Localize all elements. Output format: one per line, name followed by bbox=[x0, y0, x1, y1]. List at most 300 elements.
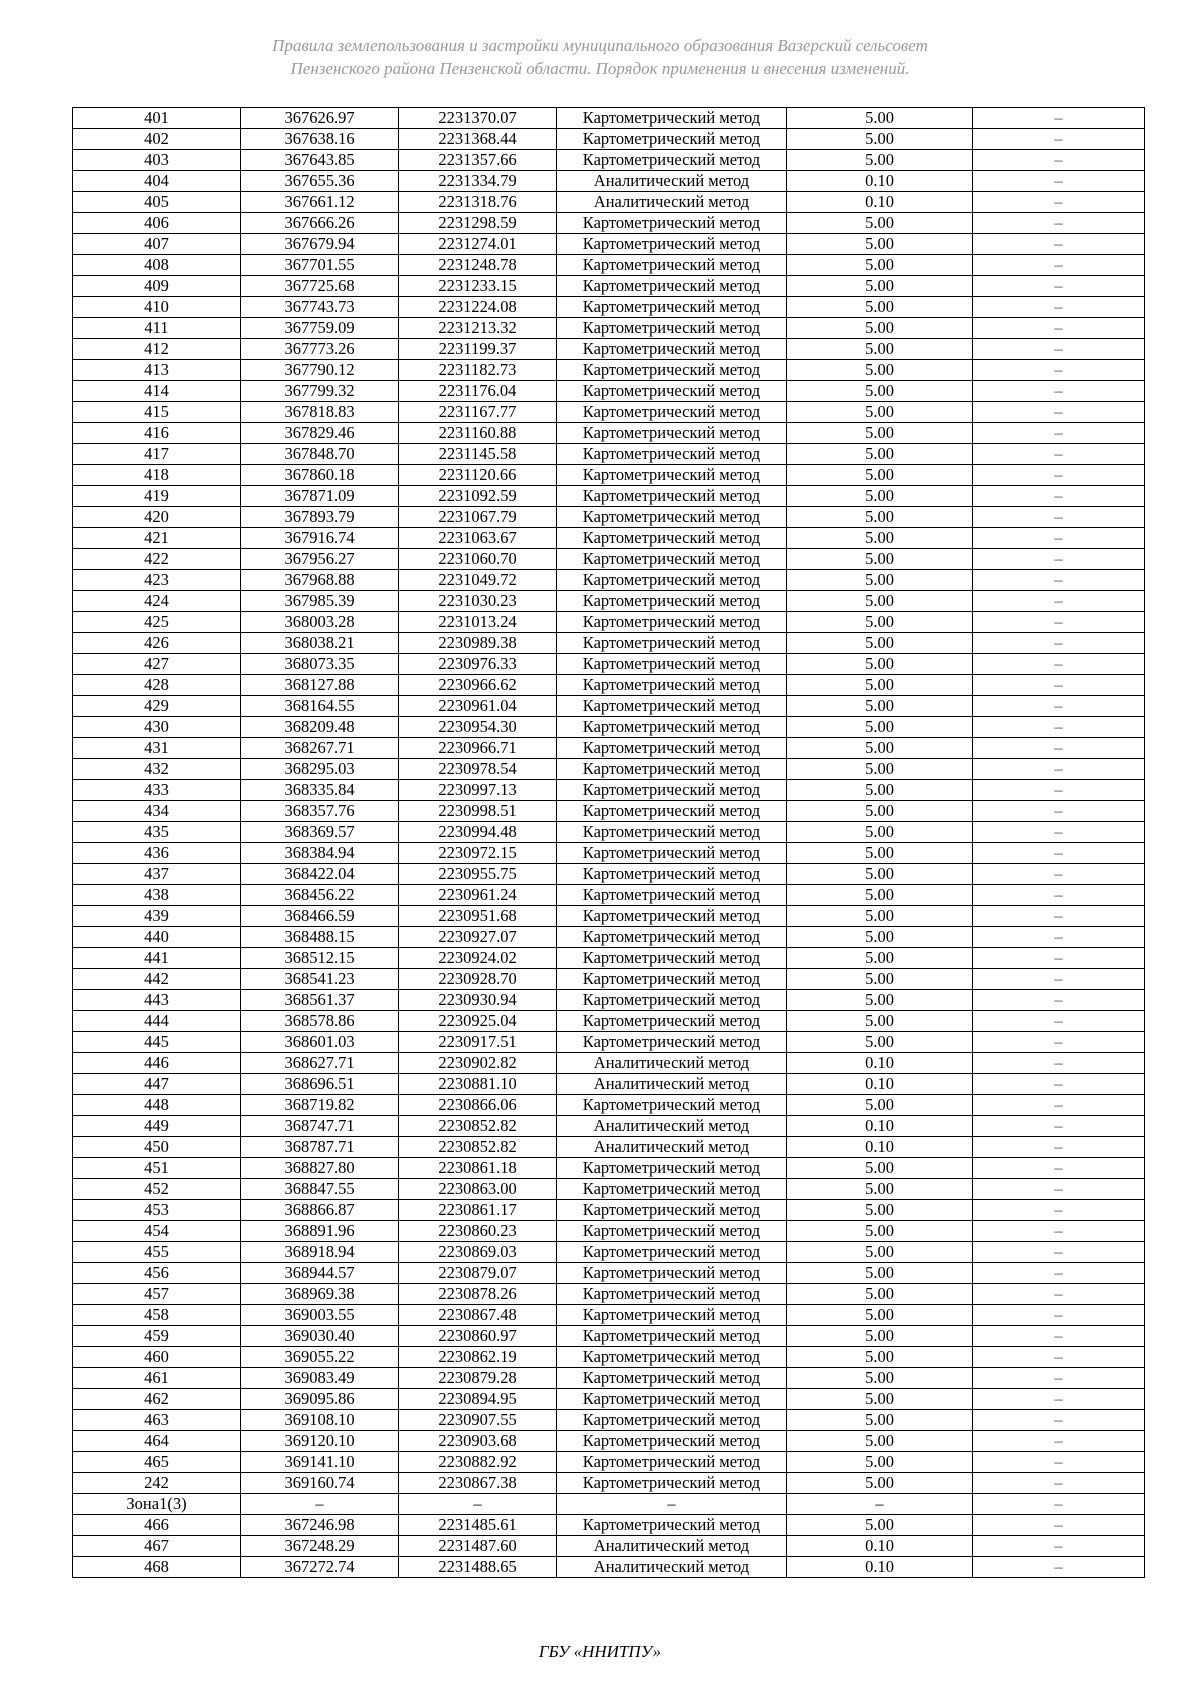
y-coordinate-cell: 2231092.59 bbox=[399, 486, 557, 507]
table-row bbox=[73, 528, 1145, 549]
method-cell: Картометрический метод bbox=[557, 1032, 787, 1053]
note-cell: – bbox=[973, 864, 1145, 885]
x-coordinate-cell: 368719.82 bbox=[241, 1095, 399, 1116]
note-cell: – bbox=[973, 1116, 1145, 1137]
accuracy-cell: 5.00 bbox=[787, 612, 973, 633]
point-number-cell: 441 bbox=[73, 948, 241, 969]
note-cell: – bbox=[973, 1347, 1145, 1368]
accuracy-cell: 5.00 bbox=[787, 1221, 973, 1242]
accuracy-cell: 5.00 bbox=[787, 1431, 973, 1452]
table-row bbox=[73, 1515, 1145, 1536]
accuracy-cell: 5.00 bbox=[787, 108, 973, 129]
note-cell: – bbox=[973, 1452, 1145, 1473]
accuracy-cell: 0.10 bbox=[787, 1116, 973, 1137]
accuracy-cell: 0.10 bbox=[787, 192, 973, 213]
y-coordinate-cell: 2230989.38 bbox=[399, 633, 557, 654]
page-header bbox=[0, 34, 1200, 80]
y-coordinate-cell: 2231487.60 bbox=[399, 1536, 557, 1557]
x-coordinate-cell: 368127.88 bbox=[241, 675, 399, 696]
method-cell: Картометрический метод bbox=[557, 1347, 787, 1368]
method-cell: Картометрический метод bbox=[557, 402, 787, 423]
x-coordinate-cell: 367246.98 bbox=[241, 1515, 399, 1536]
method-cell: Картометрический метод bbox=[557, 717, 787, 738]
point-number-cell: 449 bbox=[73, 1116, 241, 1137]
x-coordinate-cell: 368827.80 bbox=[241, 1158, 399, 1179]
x-coordinate-cell: 367248.29 bbox=[241, 1536, 399, 1557]
note-cell: – bbox=[973, 759, 1145, 780]
x-coordinate-cell: 368512.15 bbox=[241, 948, 399, 969]
table-row bbox=[73, 213, 1145, 234]
method-cell: Картометрический метод bbox=[557, 864, 787, 885]
note-cell: – bbox=[973, 213, 1145, 234]
x-coordinate-cell: 367701.55 bbox=[241, 255, 399, 276]
table-row bbox=[73, 297, 1145, 318]
accuracy-cell: 5.00 bbox=[787, 276, 973, 297]
method-cell: Картометрический метод bbox=[557, 906, 787, 927]
table-row bbox=[73, 1242, 1145, 1263]
x-coordinate-cell: 369003.55 bbox=[241, 1305, 399, 1326]
table-row bbox=[73, 1494, 1145, 1515]
note-cell: – bbox=[973, 1221, 1145, 1242]
coordinates-table-body bbox=[73, 108, 1145, 1578]
accuracy-cell: 5.00 bbox=[787, 885, 973, 906]
method-cell: Картометрический метод bbox=[557, 1284, 787, 1305]
method-cell: Картометрический метод bbox=[557, 381, 787, 402]
note-cell: – bbox=[973, 1200, 1145, 1221]
note-cell: – bbox=[973, 1473, 1145, 1494]
table-row bbox=[73, 1137, 1145, 1158]
accuracy-cell: 5.00 bbox=[787, 1095, 973, 1116]
accuracy-cell: 5.00 bbox=[787, 360, 973, 381]
note-cell: – bbox=[973, 318, 1145, 339]
method-cell: Картометрический метод bbox=[557, 1431, 787, 1452]
point-number-cell: 444 bbox=[73, 1011, 241, 1032]
note-cell: – bbox=[973, 507, 1145, 528]
x-coordinate-cell: 368866.87 bbox=[241, 1200, 399, 1221]
x-coordinate-cell: 367893.79 bbox=[241, 507, 399, 528]
y-coordinate-cell: 2230863.00 bbox=[399, 1179, 557, 1200]
accuracy-cell: 5.00 bbox=[787, 1473, 973, 1494]
x-coordinate-cell: 369160.74 bbox=[241, 1473, 399, 1494]
point-number-cell: 437 bbox=[73, 864, 241, 885]
table-row bbox=[73, 780, 1145, 801]
x-coordinate-cell: – bbox=[241, 1494, 399, 1515]
method-cell: Картометрический метод bbox=[557, 234, 787, 255]
note-cell: – bbox=[973, 234, 1145, 255]
method-cell: Картометрический метод bbox=[557, 780, 787, 801]
table-row bbox=[73, 1032, 1145, 1053]
accuracy-cell: 5.00 bbox=[787, 339, 973, 360]
y-coordinate-cell: 2230862.19 bbox=[399, 1347, 557, 1368]
x-coordinate-cell: 368578.86 bbox=[241, 1011, 399, 1032]
note-cell: – bbox=[973, 780, 1145, 801]
table-row bbox=[73, 864, 1145, 885]
table-row bbox=[73, 570, 1145, 591]
method-cell: Картометрический метод bbox=[557, 213, 787, 234]
accuracy-cell: 5.00 bbox=[787, 549, 973, 570]
point-number-cell: 410 bbox=[73, 297, 241, 318]
point-number-cell: 430 bbox=[73, 717, 241, 738]
note-cell: – bbox=[973, 171, 1145, 192]
y-coordinate-cell: 2231334.79 bbox=[399, 171, 557, 192]
table-row bbox=[73, 885, 1145, 906]
point-number-cell: 460 bbox=[73, 1347, 241, 1368]
method-cell: Аналитический метод bbox=[557, 192, 787, 213]
y-coordinate-cell: 2231067.79 bbox=[399, 507, 557, 528]
y-coordinate-cell: 2230878.26 bbox=[399, 1284, 557, 1305]
table-row bbox=[73, 318, 1145, 339]
y-coordinate-cell: 2230882.92 bbox=[399, 1452, 557, 1473]
note-cell: – bbox=[973, 1053, 1145, 1074]
note-cell: – bbox=[973, 423, 1145, 444]
method-cell: Картометрический метод bbox=[557, 570, 787, 591]
point-number-cell: 450 bbox=[73, 1137, 241, 1158]
method-cell: Картометрический метод bbox=[557, 948, 787, 969]
y-coordinate-cell: 2230867.38 bbox=[399, 1473, 557, 1494]
x-coordinate-cell: 368422.04 bbox=[241, 864, 399, 885]
accuracy-cell: 5.00 bbox=[787, 1284, 973, 1305]
accuracy-cell: 5.00 bbox=[787, 927, 973, 948]
point-number-cell: 432 bbox=[73, 759, 241, 780]
point-number-cell: 458 bbox=[73, 1305, 241, 1326]
accuracy-cell: 0.10 bbox=[787, 1053, 973, 1074]
method-cell: Аналитический метод bbox=[557, 1116, 787, 1137]
method-cell: Картометрический метод bbox=[557, 1410, 787, 1431]
note-cell: – bbox=[973, 1137, 1145, 1158]
x-coordinate-cell: 368384.94 bbox=[241, 843, 399, 864]
point-number-cell: 453 bbox=[73, 1200, 241, 1221]
accuracy-cell: 5.00 bbox=[787, 780, 973, 801]
table-row bbox=[73, 612, 1145, 633]
point-number-cell: 433 bbox=[73, 780, 241, 801]
point-number-cell: 440 bbox=[73, 927, 241, 948]
point-number-cell: 435 bbox=[73, 822, 241, 843]
x-coordinate-cell: 367725.68 bbox=[241, 276, 399, 297]
accuracy-cell: 5.00 bbox=[787, 444, 973, 465]
table-row bbox=[73, 507, 1145, 528]
x-coordinate-cell: 368295.03 bbox=[241, 759, 399, 780]
x-coordinate-cell: 367626.97 bbox=[241, 108, 399, 129]
y-coordinate-cell: 2230867.48 bbox=[399, 1305, 557, 1326]
y-coordinate-cell: 2231049.72 bbox=[399, 570, 557, 591]
method-cell: Картометрический метод bbox=[557, 1179, 787, 1200]
x-coordinate-cell: 368601.03 bbox=[241, 1032, 399, 1053]
page-footer: ГБУ «ННИТПУ» bbox=[538, 1642, 662, 1661]
method-cell: Картометрический метод bbox=[557, 549, 787, 570]
x-coordinate-cell: 369141.10 bbox=[241, 1452, 399, 1473]
x-coordinate-cell: 368357.76 bbox=[241, 801, 399, 822]
method-cell: Картометрический метод bbox=[557, 465, 787, 486]
table-row bbox=[73, 360, 1145, 381]
method-cell: Картометрический метод bbox=[557, 675, 787, 696]
point-number-cell: 402 bbox=[73, 129, 241, 150]
method-cell: Аналитический метод bbox=[557, 1053, 787, 1074]
note-cell: – bbox=[973, 444, 1145, 465]
point-number-cell: 461 bbox=[73, 1368, 241, 1389]
accuracy-cell: 5.00 bbox=[787, 843, 973, 864]
y-coordinate-cell: 2231160.88 bbox=[399, 423, 557, 444]
note-cell: – bbox=[973, 1410, 1145, 1431]
accuracy-cell: 5.00 bbox=[787, 150, 973, 171]
note-cell: – bbox=[973, 360, 1145, 381]
table-row bbox=[73, 276, 1145, 297]
method-cell: Аналитический метод bbox=[557, 1074, 787, 1095]
accuracy-cell: 5.00 bbox=[787, 402, 973, 423]
y-coordinate-cell: 2230852.82 bbox=[399, 1116, 557, 1137]
accuracy-cell: 5.00 bbox=[787, 297, 973, 318]
y-coordinate-cell: 2230997.13 bbox=[399, 780, 557, 801]
point-number-cell: 443 bbox=[73, 990, 241, 1011]
y-coordinate-cell: 2231224.08 bbox=[399, 297, 557, 318]
table-row bbox=[73, 1284, 1145, 1305]
table-row bbox=[73, 1389, 1145, 1410]
table-row bbox=[73, 906, 1145, 927]
table-row bbox=[73, 948, 1145, 969]
accuracy-cell: 5.00 bbox=[787, 318, 973, 339]
table-row bbox=[73, 822, 1145, 843]
y-coordinate-cell: 2230954.30 bbox=[399, 717, 557, 738]
x-coordinate-cell: 368335.84 bbox=[241, 780, 399, 801]
x-coordinate-cell: 369108.10 bbox=[241, 1410, 399, 1431]
table-row bbox=[73, 1452, 1145, 1473]
table-row bbox=[73, 486, 1145, 507]
x-coordinate-cell: 367679.94 bbox=[241, 234, 399, 255]
note-cell: – bbox=[973, 1515, 1145, 1536]
point-number-cell: 442 bbox=[73, 969, 241, 990]
method-cell: Картометрический метод bbox=[557, 633, 787, 654]
note-cell: – bbox=[973, 1326, 1145, 1347]
point-number-cell: 434 bbox=[73, 801, 241, 822]
point-number-cell: 409 bbox=[73, 276, 241, 297]
x-coordinate-cell: 367985.39 bbox=[241, 591, 399, 612]
table-row bbox=[73, 801, 1145, 822]
x-coordinate-cell: 368747.71 bbox=[241, 1116, 399, 1137]
method-cell: Картометрический метод bbox=[557, 528, 787, 549]
table-row bbox=[73, 171, 1145, 192]
accuracy-cell: 0.10 bbox=[787, 1137, 973, 1158]
x-coordinate-cell: 367773.26 bbox=[241, 339, 399, 360]
point-number-cell: 451 bbox=[73, 1158, 241, 1179]
accuracy-cell: 5.00 bbox=[787, 1242, 973, 1263]
table-row bbox=[73, 339, 1145, 360]
table-row bbox=[73, 1095, 1145, 1116]
point-number-cell: Зона1(3) bbox=[73, 1494, 241, 1515]
point-number-cell: 419 bbox=[73, 486, 241, 507]
y-coordinate-cell: 2230902.82 bbox=[399, 1053, 557, 1074]
x-coordinate-cell: 368847.55 bbox=[241, 1179, 399, 1200]
method-cell: Аналитический метод bbox=[557, 171, 787, 192]
method-cell: Картометрический метод bbox=[557, 1389, 787, 1410]
point-number-cell: 415 bbox=[73, 402, 241, 423]
note-cell: – bbox=[973, 1032, 1145, 1053]
method-cell: Картометрический метод bbox=[557, 297, 787, 318]
x-coordinate-cell: 367860.18 bbox=[241, 465, 399, 486]
point-number-cell: 445 bbox=[73, 1032, 241, 1053]
y-coordinate-cell: 2230881.10 bbox=[399, 1074, 557, 1095]
note-cell: – bbox=[973, 717, 1145, 738]
table-row bbox=[73, 549, 1145, 570]
table-row bbox=[73, 738, 1145, 759]
point-number-cell: 416 bbox=[73, 423, 241, 444]
method-cell: Картометрический метод bbox=[557, 507, 787, 528]
y-coordinate-cell: 2230951.68 bbox=[399, 906, 557, 927]
point-number-cell: 452 bbox=[73, 1179, 241, 1200]
x-coordinate-cell: 368561.37 bbox=[241, 990, 399, 1011]
accuracy-cell: 5.00 bbox=[787, 1158, 973, 1179]
y-coordinate-cell: 2230925.04 bbox=[399, 1011, 557, 1032]
accuracy-cell: 5.00 bbox=[787, 1515, 973, 1536]
y-coordinate-cell: 2230879.28 bbox=[399, 1368, 557, 1389]
point-number-cell: 462 bbox=[73, 1389, 241, 1410]
point-number-cell: 439 bbox=[73, 906, 241, 927]
note-cell: – bbox=[973, 381, 1145, 402]
method-cell: Картометрический метод bbox=[557, 1452, 787, 1473]
table-row bbox=[73, 1158, 1145, 1179]
x-coordinate-cell: 369120.10 bbox=[241, 1431, 399, 1452]
method-cell: Картометрический метод bbox=[557, 654, 787, 675]
note-cell: – bbox=[973, 1011, 1145, 1032]
point-number-cell: 429 bbox=[73, 696, 241, 717]
y-coordinate-cell: 2231298.59 bbox=[399, 213, 557, 234]
y-coordinate-cell: 2230928.70 bbox=[399, 969, 557, 990]
note-cell: – bbox=[973, 1557, 1145, 1578]
x-coordinate-cell: 369030.40 bbox=[241, 1326, 399, 1347]
table-row bbox=[73, 108, 1145, 129]
note-cell: – bbox=[973, 1494, 1145, 1515]
point-number-cell: 446 bbox=[73, 1053, 241, 1074]
accuracy-cell: 5.00 bbox=[787, 1410, 973, 1431]
accuracy-cell: 5.00 bbox=[787, 486, 973, 507]
method-cell: – bbox=[557, 1494, 787, 1515]
table-row bbox=[73, 1431, 1145, 1452]
method-cell: Картометрический метод bbox=[557, 108, 787, 129]
table-row bbox=[73, 1326, 1145, 1347]
note-cell: – bbox=[973, 1389, 1145, 1410]
method-cell: Картометрический метод bbox=[557, 1242, 787, 1263]
point-number-cell: 418 bbox=[73, 465, 241, 486]
table-row bbox=[73, 1116, 1145, 1137]
point-number-cell: 465 bbox=[73, 1452, 241, 1473]
point-number-cell: 404 bbox=[73, 171, 241, 192]
y-coordinate-cell: 2230998.51 bbox=[399, 801, 557, 822]
point-number-cell: 420 bbox=[73, 507, 241, 528]
x-coordinate-cell: 367759.09 bbox=[241, 318, 399, 339]
table-row bbox=[73, 1179, 1145, 1200]
note-cell: – bbox=[973, 675, 1145, 696]
point-number-cell: 466 bbox=[73, 1515, 241, 1536]
x-coordinate-cell: 368969.38 bbox=[241, 1284, 399, 1305]
y-coordinate-cell: – bbox=[399, 1494, 557, 1515]
y-coordinate-cell: 2230861.17 bbox=[399, 1200, 557, 1221]
accuracy-cell: 5.00 bbox=[787, 381, 973, 402]
point-number-cell: 425 bbox=[73, 612, 241, 633]
x-coordinate-cell: 367818.83 bbox=[241, 402, 399, 423]
point-number-cell: 405 bbox=[73, 192, 241, 213]
accuracy-cell: 5.00 bbox=[787, 1347, 973, 1368]
point-number-cell: 455 bbox=[73, 1242, 241, 1263]
point-number-cell: 242 bbox=[73, 1473, 241, 1494]
x-coordinate-cell: 368488.15 bbox=[241, 927, 399, 948]
accuracy-cell: 5.00 bbox=[787, 864, 973, 885]
point-number-cell: 459 bbox=[73, 1326, 241, 1347]
note-cell: – bbox=[973, 948, 1145, 969]
method-cell: Картометрический метод bbox=[557, 801, 787, 822]
note-cell: – bbox=[973, 1242, 1145, 1263]
table-row bbox=[73, 129, 1145, 150]
y-coordinate-cell: 2231030.23 bbox=[399, 591, 557, 612]
x-coordinate-cell: 368696.51 bbox=[241, 1074, 399, 1095]
note-cell: – bbox=[973, 1179, 1145, 1200]
method-cell: Картометрический метод bbox=[557, 1263, 787, 1284]
point-number-cell: 412 bbox=[73, 339, 241, 360]
point-number-cell: 467 bbox=[73, 1536, 241, 1557]
y-coordinate-cell: 2230930.94 bbox=[399, 990, 557, 1011]
y-coordinate-cell: 2231213.32 bbox=[399, 318, 557, 339]
x-coordinate-cell: 369095.86 bbox=[241, 1389, 399, 1410]
y-coordinate-cell: 2231167.77 bbox=[399, 402, 557, 423]
method-cell: Картометрический метод bbox=[557, 1473, 787, 1494]
note-cell: – bbox=[973, 612, 1145, 633]
note-cell: – bbox=[973, 927, 1145, 948]
y-coordinate-cell: 2231368.44 bbox=[399, 129, 557, 150]
point-number-cell: 464 bbox=[73, 1431, 241, 1452]
x-coordinate-cell: 367799.32 bbox=[241, 381, 399, 402]
table-row bbox=[73, 381, 1145, 402]
accuracy-cell: 0.10 bbox=[787, 171, 973, 192]
method-cell: Картометрический метод bbox=[557, 486, 787, 507]
x-coordinate-cell: 368038.21 bbox=[241, 633, 399, 654]
point-number-cell: 447 bbox=[73, 1074, 241, 1095]
x-coordinate-cell: 367655.36 bbox=[241, 171, 399, 192]
note-cell: – bbox=[973, 129, 1145, 150]
table-row bbox=[73, 1557, 1145, 1578]
method-cell: Картометрический метод bbox=[557, 360, 787, 381]
y-coordinate-cell: 2230852.82 bbox=[399, 1137, 557, 1158]
y-coordinate-cell: 2230955.75 bbox=[399, 864, 557, 885]
method-cell: Картометрический метод bbox=[557, 444, 787, 465]
x-coordinate-cell: 367916.74 bbox=[241, 528, 399, 549]
x-coordinate-cell: 368627.71 bbox=[241, 1053, 399, 1074]
method-cell: Картометрический метод bbox=[557, 1158, 787, 1179]
accuracy-cell: 5.00 bbox=[787, 591, 973, 612]
accuracy-cell: 5.00 bbox=[787, 213, 973, 234]
x-coordinate-cell: 367790.12 bbox=[241, 360, 399, 381]
method-cell: Картометрический метод bbox=[557, 1326, 787, 1347]
accuracy-cell: 5.00 bbox=[787, 129, 973, 150]
note-cell: – bbox=[973, 801, 1145, 822]
header-line-1: Правила землепользования и застройки муниципального образования Вазерский сельсовет bbox=[272, 36, 928, 55]
y-coordinate-cell: 2231274.01 bbox=[399, 234, 557, 255]
method-cell: Картометрический метод bbox=[557, 1515, 787, 1536]
accuracy-cell: 5.00 bbox=[787, 1179, 973, 1200]
accuracy-cell: 5.00 bbox=[787, 675, 973, 696]
accuracy-cell: 5.00 bbox=[787, 696, 973, 717]
method-cell: Картометрический метод bbox=[557, 927, 787, 948]
table-row bbox=[73, 633, 1145, 654]
x-coordinate-cell: 369083.49 bbox=[241, 1368, 399, 1389]
coordinates-table bbox=[72, 107, 1145, 1578]
point-number-cell: 456 bbox=[73, 1263, 241, 1284]
table-row bbox=[73, 1368, 1145, 1389]
method-cell: Картометрический метод bbox=[557, 150, 787, 171]
point-number-cell: 463 bbox=[73, 1410, 241, 1431]
y-coordinate-cell: 2230994.48 bbox=[399, 822, 557, 843]
accuracy-cell: 5.00 bbox=[787, 507, 973, 528]
y-coordinate-cell: 2230966.62 bbox=[399, 675, 557, 696]
note-cell: – bbox=[973, 696, 1145, 717]
note-cell: – bbox=[973, 990, 1145, 1011]
table-row bbox=[73, 1053, 1145, 1074]
